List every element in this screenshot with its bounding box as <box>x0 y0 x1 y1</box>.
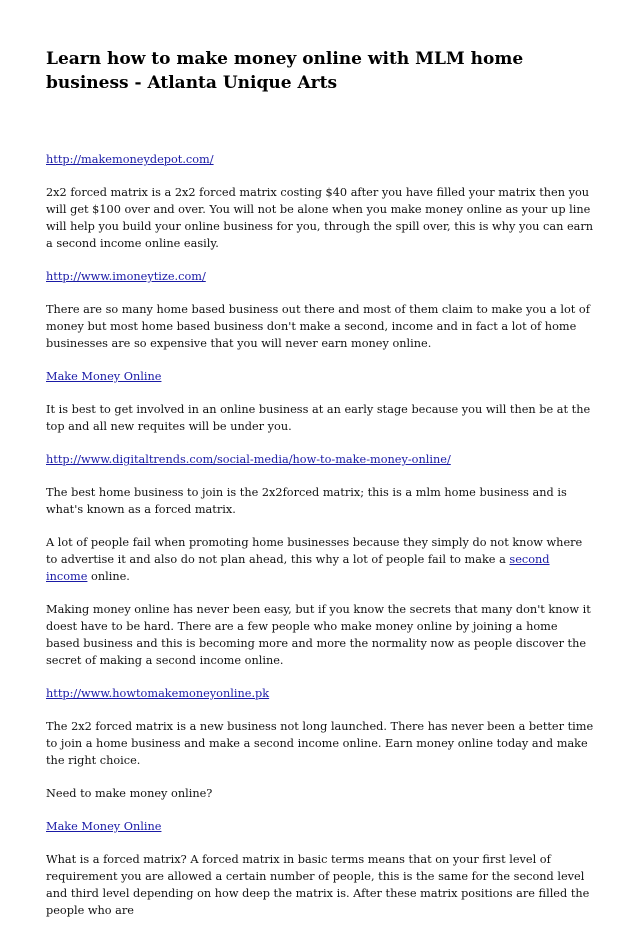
link-digitaltrends[interactable]: http://www.digitaltrends.com/social-media/how-to-make-money-online/ <box>46 453 451 466</box>
paragraph-4: The best home business to join is the 2x2forced matrix; this is a mlm home business and is what's known as a forced matrix. <box>46 486 567 516</box>
paragraph-3: It is best to get involved in an online business at an early stage because you will then be at the top and all new requites will be under you. <box>46 403 591 433</box>
paragraph-5 <box>46 534 594 585</box>
page-title: Learn how to make money online with MLM home business - Atlanta Unique Arts <box>46 49 524 93</box>
link-makemoneydepot[interactable]: http://makemoneydepot.com/ <box>46 153 214 166</box>
link-make-money-online-1[interactable]: Make Money Online <box>46 370 162 383</box>
paragraph-8: Need to make money online? <box>46 787 213 800</box>
link-second-income[interactable]: second income <box>46 553 550 583</box>
link-howtomakemoneyonline[interactable]: http://www.howtomakemoneyonline.pk <box>46 687 270 700</box>
article-body <box>46 151 594 935</box>
link-imoneytize[interactable]: http://www.imoneytize.com/ <box>46 270 206 283</box>
paragraph-1: 2x2 forced matrix is a 2x2 forced matrix costing $40 after you have filled your matrix then you will get $100 over and over. You will not be alone when you make money online as your up line will help you build your online business for you, through the spill over, this is why you can earn a second income online easily. <box>46 186 594 250</box>
paragraph-7: The 2x2 forced matrix is a new business not long launched. There has never been a better time to join a home business and make a second income online. Earn money online today and make the right choice. <box>46 720 594 767</box>
paragraph-9: What is a forced matrix? A forced matrix in basic terms means that on your first level of requirement you are allowed a certain number of people, this is the same for the second level and third level depending on how deep the matrix is. After these matrix positions are filled the people who are <box>46 853 590 917</box>
paragraph-5-end: online. <box>87 570 130 583</box>
paragraph-2: There are so many home based business out there and most of them claim to make you a lot of money but most home based business don't make a second, income and in fact a lot of home businesses are so expensive that you will never earn money online. <box>46 303 590 350</box>
paragraph-5-text: A lot of people fail when promoting home businesses because they simply do not know where to advertise it and also do not plan ahead, this why a lot of people fail to make a <box>46 536 583 566</box>
paragraph-6: Making money online has never been easy, but if you know the secrets that many don't know it doest have to be hard. There are a few people who make money online by joining a home based business and this is becoming more and more the normality now as people discover the secret of making a second income online. <box>46 603 591 667</box>
link-make-money-online-2[interactable]: Make Money Online <box>46 820 162 833</box>
